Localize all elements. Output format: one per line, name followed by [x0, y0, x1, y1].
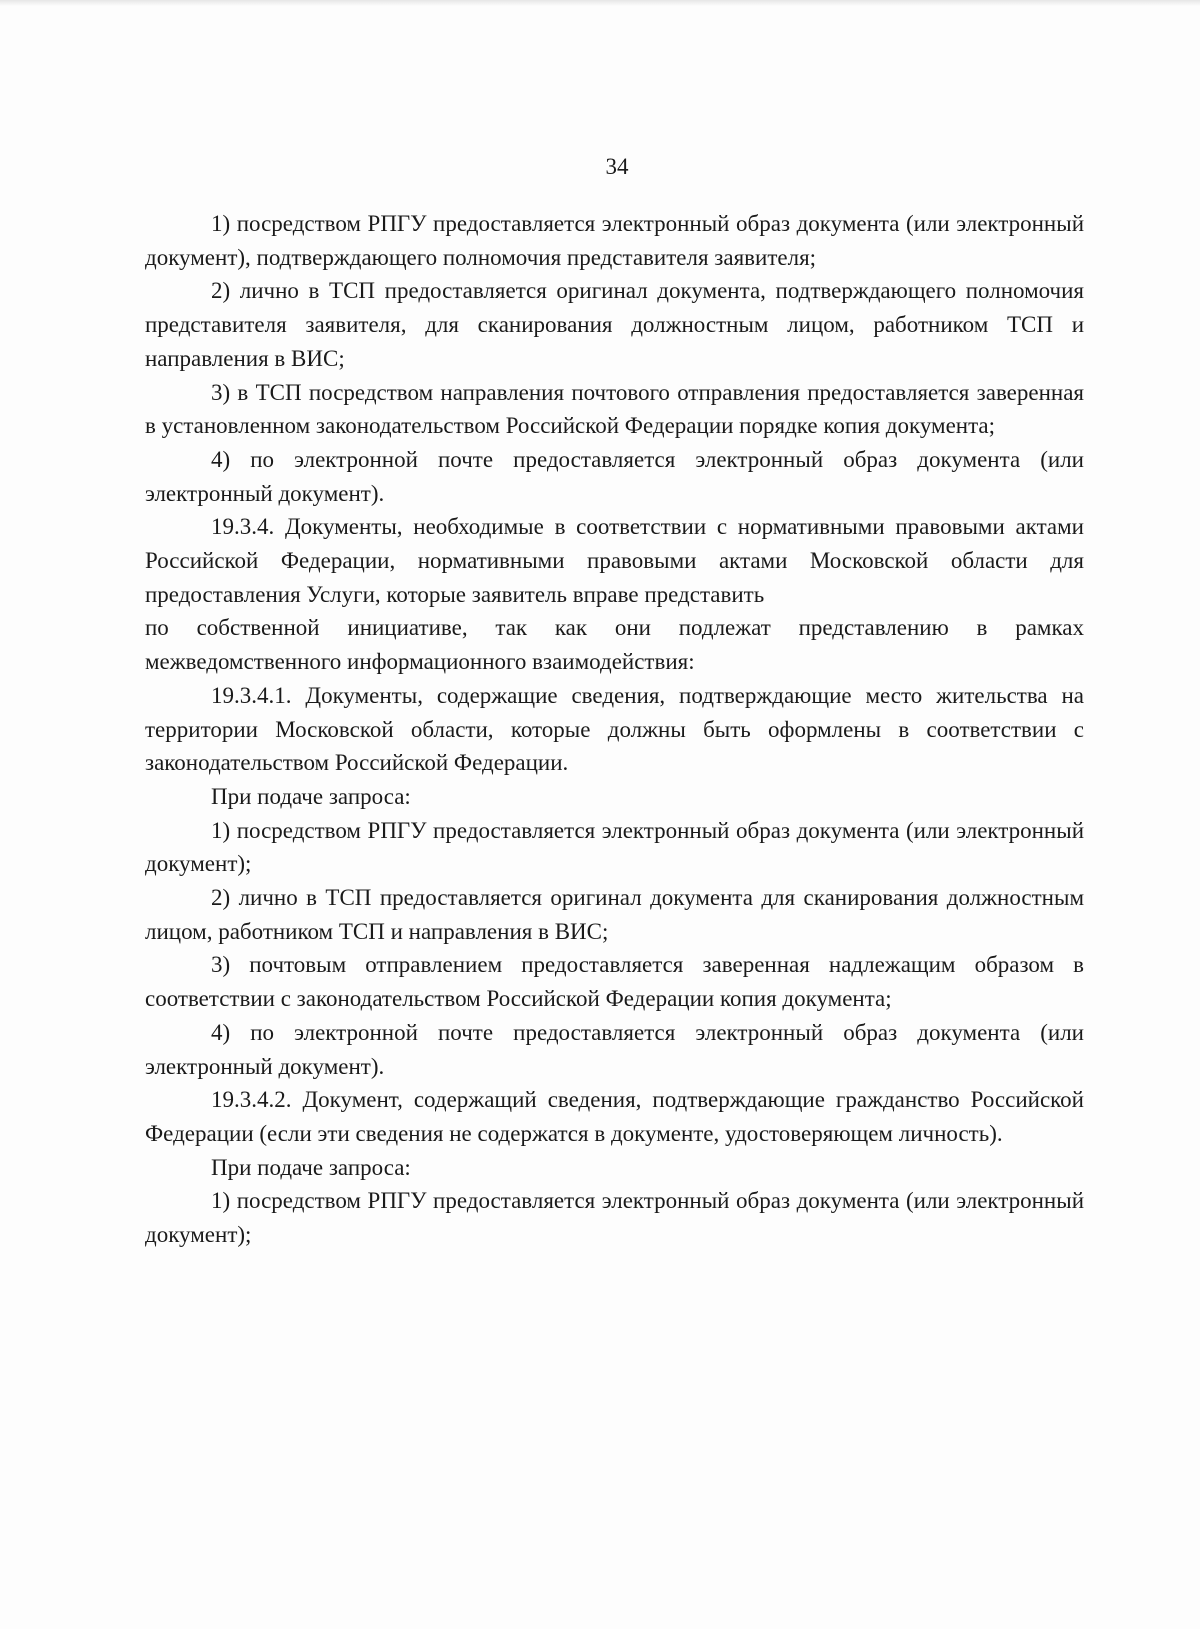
paragraph: 3) в ТСП посредством направления почтового отправления предоставляется заверенная в установленном законодательством Российской Федерации порядке копия документа; — [145, 379, 1084, 439]
paragraph: 2) лично в ТСП предоставляется оригинал документа для сканирования должностным лицом, работником ТСП и направления в ВИС; — [145, 885, 1084, 944]
paragraph: 1) посредством РПГУ предоставляется электронный образ документа (или электронный документ); — [145, 817, 1084, 877]
paragraph: 4) по электронной почте предоставляется электронный образ документа (или электронный документ). — [145, 1019, 1084, 1079]
paragraph: 3) почтовым отправлением предоставляется заверенная надлежащим образом в соответствии с законодательством Российской Федерации копия документа; — [145, 952, 1084, 1012]
paragraph: 1) посредством РПГУ предоставляется электронный образ документа (или электронный документ), подтверждающего полномочия представителя заявителя; — [145, 211, 1084, 270]
paragraph: по собственной инициативе, так как они подлежат представлению в рамках межведомственного информационного взаимодействия: — [145, 615, 1084, 675]
paragraph: 19.3.4. Документы, необходимые в соответствии с нормативными правовыми актами Российской Федерации, нормативными правовыми актами Московской области для предоставления Услуги, которые заявитель вправе представить — [145, 514, 1084, 607]
paragraph: 1) посредством РПГУ предоставляется электронный образ документа (или электронный документ); — [145, 1188, 1084, 1248]
page-number: 34 — [605, 154, 629, 179]
paragraph: 4) по электронной почте предоставляется электронный образ документа (или электронный документ). — [145, 446, 1084, 506]
paragraph: При подаче запроса: — [211, 783, 411, 809]
document-body — [145, 207, 1084, 1252]
paragraph: 2) лично в ТСП предоставляется оригинал документа, подтверждающего полномочия представителя заявителя, для сканирования должностным лицом, работником ТСП и направления в ВИС; — [145, 278, 1084, 371]
paragraph: 19.3.4.2. Документ, содержащий сведения, подтверждающие гражданство Российской Федерации (если эти сведения не содержатся в документе, удостоверяющем личность). — [145, 1087, 1084, 1146]
paragraph: 19.3.4.1. Документы, содержащие сведения, подтверждающие место жительства на территории Московской области, которые должны быть оформлены в соответствии с законодательством Российской Федерации. — [145, 682, 1084, 776]
scan-edge — [0, 0, 1200, 6]
paragraph: При подаче запроса: — [211, 1154, 411, 1180]
